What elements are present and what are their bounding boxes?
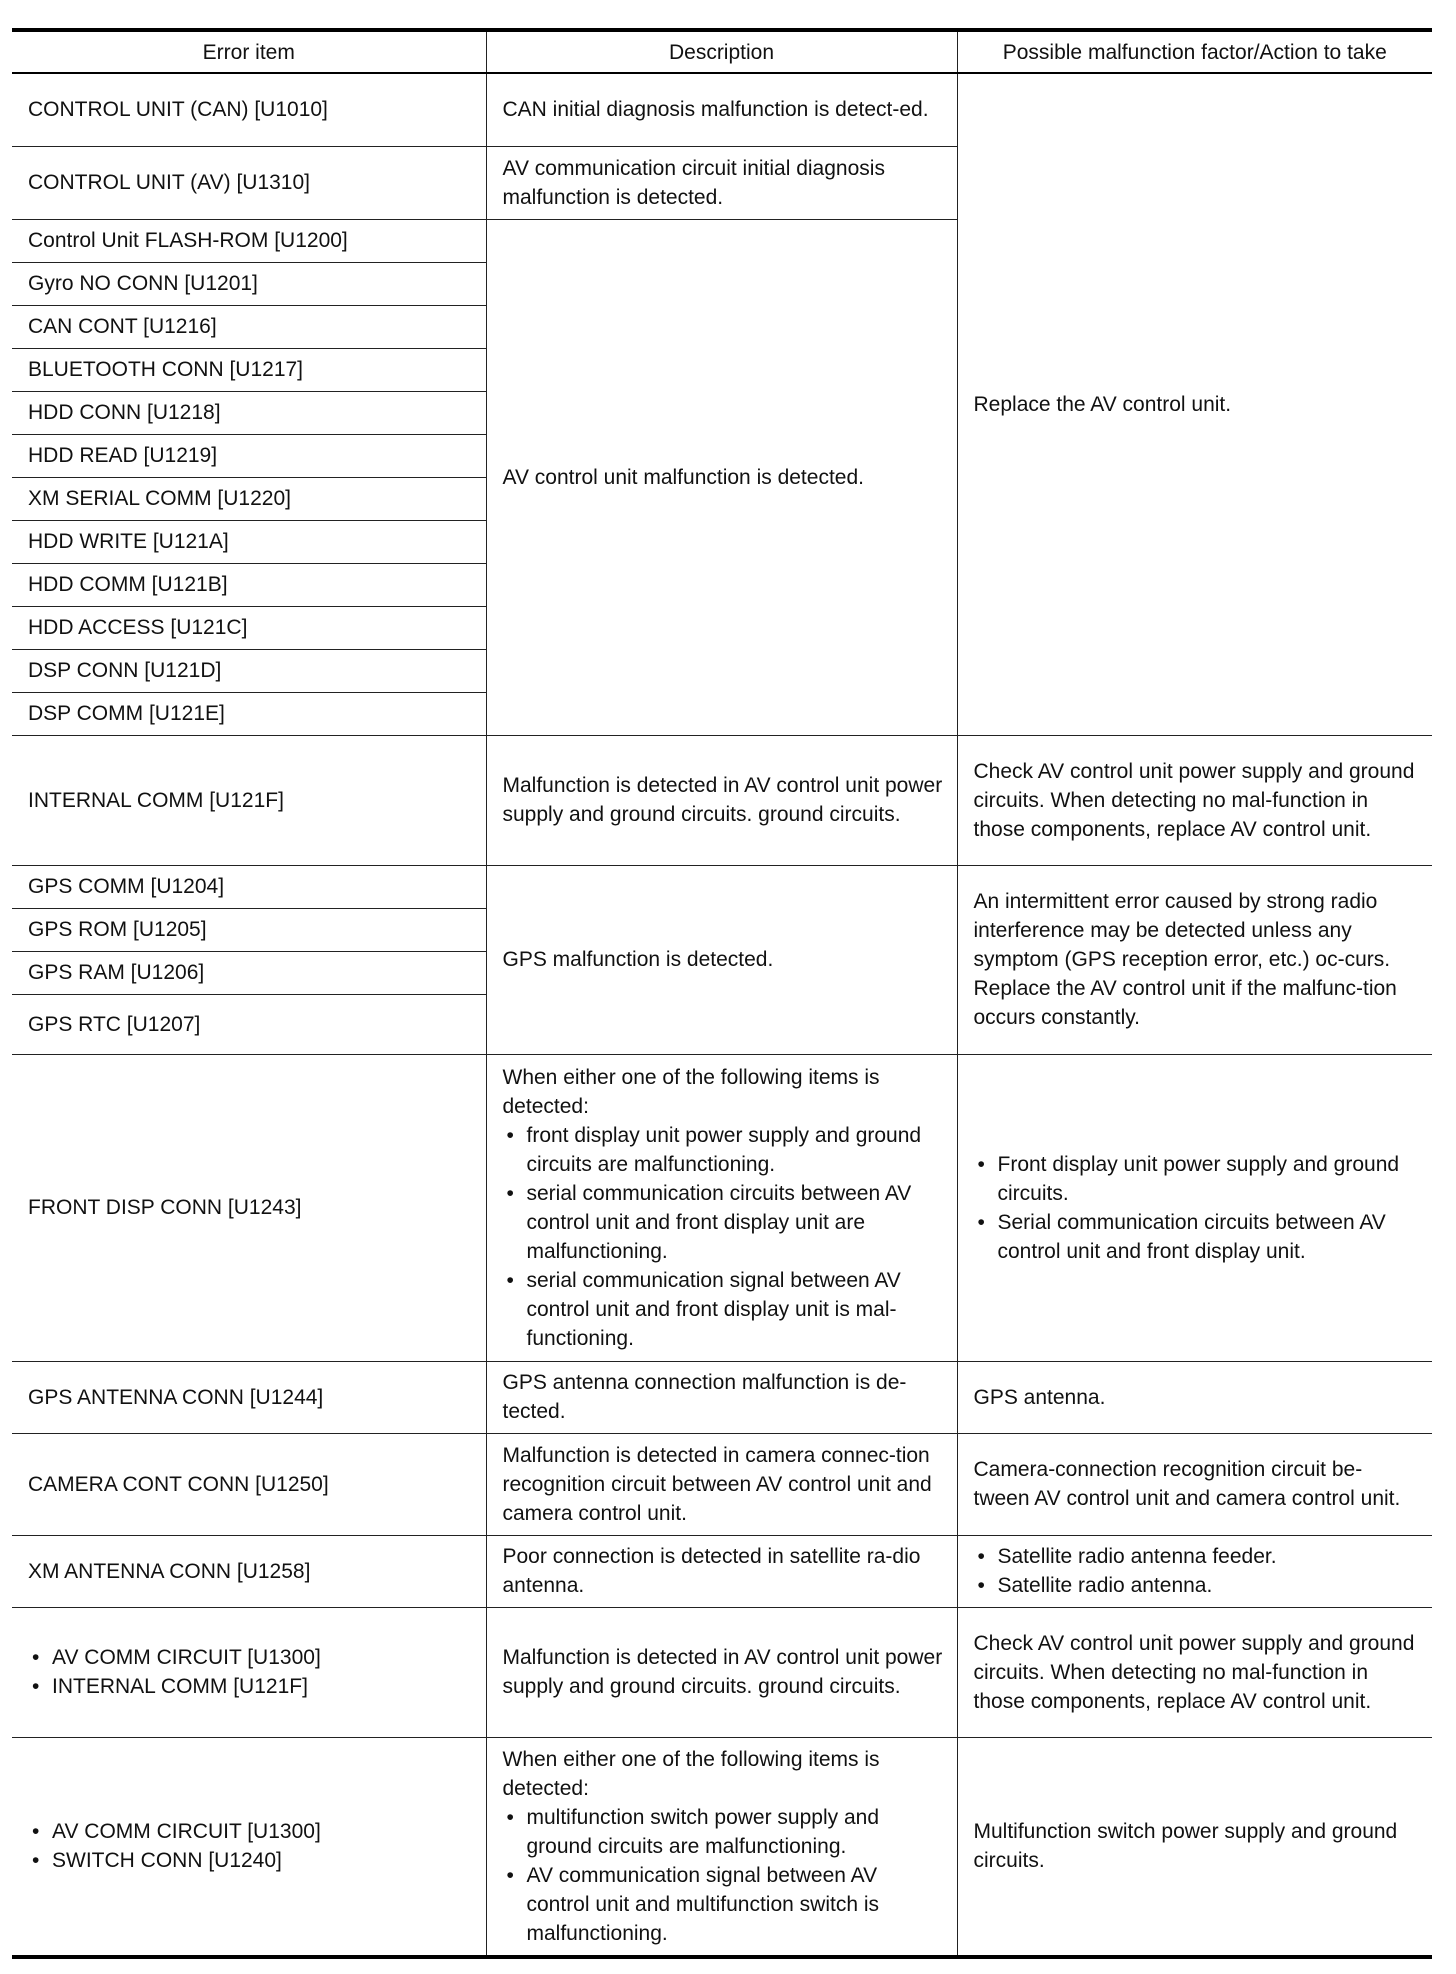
description-cell: GPS malfunction is detected. [486, 865, 957, 1054]
description-cell: Malfunction is detected in AV control unit power supply and ground circuits. ground circuits. [486, 1607, 957, 1737]
error-item-cell: XM ANTENNA CONN [U1258] [12, 1535, 486, 1607]
error-item-cell: GPS ANTENNA CONN [U1244] [12, 1361, 486, 1433]
error-item-cell: GPS RTC [U1207] [12, 994, 486, 1054]
list-item: • Front display unit power supply and ground circuits. [974, 1150, 1419, 1208]
description-cell: Poor connection is detected in satellite ra-dio antenna. [486, 1535, 957, 1607]
list-item: • AV COMM CIRCUIT [U1300] [28, 1817, 472, 1846]
header-description: Description [486, 30, 957, 73]
list-item: • AV communication signal between AV control unit and multifunction switch is malfunctioning. [503, 1861, 943, 1948]
description-cell: GPS antenna connection malfunction is de-tected. [486, 1361, 957, 1433]
error-item-cell: HDD WRITE [U121A] [12, 520, 486, 563]
error-item-cell: GPS RAM [U1206] [12, 951, 486, 994]
error-item-cell: Control Unit FLASH-ROM [U1200] [12, 219, 486, 262]
list-item: • AV COMM CIRCUIT [U1300] [28, 1643, 472, 1672]
list-item: • INTERNAL COMM [U121F] [28, 1672, 472, 1701]
action-bullets [974, 1150, 1419, 1266]
description-intro: When either one of the following items is detected: [502, 1065, 880, 1118]
error-item-cell [12, 1607, 486, 1737]
error-item-cell: INTERNAL COMM [U121F] [12, 735, 486, 865]
action-cell: Check AV control unit power supply and ground circuits. When detecting no mal-function in those components, replace AV control unit. [957, 735, 1432, 865]
error-item-cell: FRONT DISP CONN [U1243] [12, 1054, 486, 1361]
action-cell: Multifunction switch power supply and ground circuits. [957, 1737, 1432, 1957]
error-item-cell: HDD CONN [U1218] [12, 391, 486, 434]
description-cell: AV control unit malfunction is detected. [486, 219, 957, 735]
description-cell: Malfunction is detected in camera connec-tion recognition circuit between AV control unit and camera control unit. [486, 1433, 957, 1535]
list-item: • front display unit power supply and ground circuits are malfunctioning. [503, 1121, 943, 1179]
action-cell: GPS antenna. [957, 1361, 1432, 1433]
error-item-cell: HDD ACCESS [U121C] [12, 606, 486, 649]
error-item-cell: HDD READ [U1219] [12, 434, 486, 477]
table-row [12, 1535, 1432, 1607]
table-row [12, 73, 1432, 146]
description-cell [486, 1054, 957, 1361]
error-item-cell: BLUETOOTH CONN [U1217] [12, 348, 486, 391]
action-cell [957, 1054, 1432, 1361]
header-row [12, 30, 1432, 73]
list-item: • multifunction switch power supply and ground circuits are malfunctioning. [503, 1803, 943, 1861]
action-bullets [974, 1542, 1419, 1600]
action-text: Replace the AV control unit if the malfunc-tion occurs constantly. [973, 977, 1397, 1029]
list-item: • Satellite radio antenna. [974, 1571, 1419, 1600]
action-text: An intermittent error caused by strong radio interference may be detected unless any symptom (GPS reception error, etc.) oc-curs. [973, 890, 1391, 971]
description-cell: AV communication circuit initial diagnosis malfunction is detected. [486, 146, 957, 219]
list-item: • Satellite radio antenna feeder. [974, 1542, 1419, 1571]
error-item-table [12, 28, 1432, 1959]
error-item-cell: DSP COMM [U121E] [12, 692, 486, 735]
description-cell: Malfunction is detected in AV control unit power supply and ground circuits. ground circuits. [486, 735, 957, 865]
list-item: • SWITCH CONN [U1240] [28, 1846, 472, 1875]
error-item-cell: CAN CONT [U1216] [12, 305, 486, 348]
table-row [12, 1737, 1432, 1957]
list-item: • Serial communication circuits between AV control unit and front display unit. [974, 1208, 1419, 1266]
error-item-cell: DSP CONN [U121D] [12, 649, 486, 692]
error-item-cell: Gyro NO CONN [U1201] [12, 262, 486, 305]
action-cell: Replace the AV control unit. [957, 73, 1432, 735]
error-item-cell: CONTROL UNIT (CAN) [U1010] [12, 73, 486, 146]
error-item-cell: XM SERIAL COMM [U1220] [12, 477, 486, 520]
action-cell [957, 865, 1432, 1054]
error-item-cell [12, 1737, 486, 1957]
header-error-item: Error item [12, 30, 486, 73]
description-bullets [503, 1121, 943, 1353]
header-action: Possible malfunction factor/Action to take [957, 30, 1432, 73]
list-item: • serial communication signal between AV control unit and front display unit is mal-functioning. [503, 1266, 943, 1353]
list-item: • serial communication circuits between AV control unit and front display unit are malfunctioning. [503, 1179, 943, 1266]
error-item-cell: GPS COMM [U1204] [12, 865, 486, 908]
action-cell [957, 1535, 1432, 1607]
action-cell: Camera-connection recognition circuit be-tween AV control unit and camera control unit. [957, 1433, 1432, 1535]
table-row [12, 1433, 1432, 1535]
description-cell [486, 1737, 957, 1957]
error-item-bullets [28, 1817, 472, 1875]
description-intro: When either one of the following items is detected: [502, 1747, 880, 1800]
table-row [12, 865, 1432, 908]
table-row [12, 735, 1432, 865]
error-item-cell: HDD COMM [U121B] [12, 563, 486, 606]
error-item-bullets [28, 1643, 472, 1701]
error-item-cell: CONTROL UNIT (AV) [U1310] [12, 146, 486, 219]
table-row [12, 1607, 1432, 1737]
error-item-cell: CAMERA CONT CONN [U1250] [12, 1433, 486, 1535]
description-bullets [503, 1803, 943, 1948]
description-cell: CAN initial diagnosis malfunction is detect-ed. [486, 73, 957, 146]
error-item-cell: GPS ROM [U1205] [12, 908, 486, 951]
action-cell: Check AV control unit power supply and ground circuits. When detecting no mal-function in those components, replace AV control unit. [957, 1607, 1432, 1737]
table-row [12, 1361, 1432, 1433]
table-row [12, 1054, 1432, 1361]
